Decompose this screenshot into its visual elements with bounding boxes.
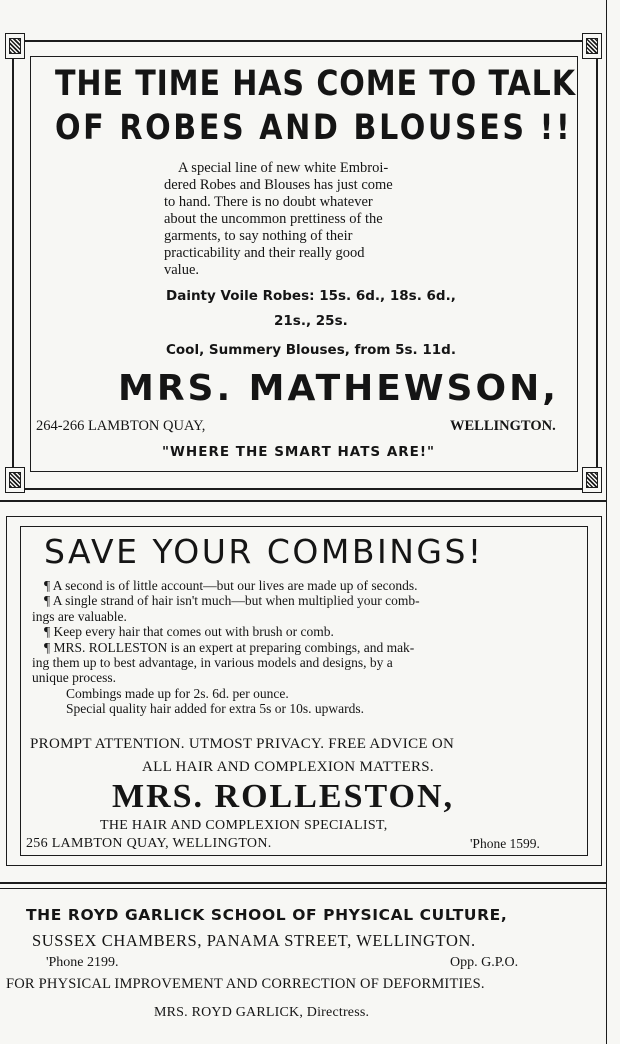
ad2-body-line: ¶ MRS. ROLLESTON is an expert at preparing combings, and mak- (44, 639, 415, 655)
ad2-body-line: ¶ A second is of little account—but our lives are made up of seconds. (44, 578, 418, 593)
ad2-body-line: unique process. (32, 670, 116, 686)
ad1-slogan: "WHERE THE SMART HATS ARE!" (162, 444, 436, 460)
divider-rule (0, 500, 606, 502)
ad1-city: WELLINGTON. (450, 418, 556, 434)
ad2-phone: 'Phone 1599. (470, 836, 540, 851)
ornament-corner-icon (5, 33, 25, 59)
ornament-corner-icon (5, 467, 25, 493)
ad1-body-line: practicability and their really good (164, 245, 365, 261)
ad3-purpose: FOR PHYSICAL IMPROVEMENT AND CORRECTION OF DEFORMITIES. (6, 976, 485, 992)
ad2-body (32, 578, 592, 717)
ad3-title: THE ROYD GARLICK SCHOOL OF PHYSICAL CULTURE, (26, 906, 508, 924)
ad2-attention-line2: ALL HAIR AND COMPLEXION MATTERS. (142, 759, 434, 775)
ornament-corner-icon (582, 33, 602, 59)
ad1-body-line: A special line of new white Embroi- (178, 160, 389, 176)
ornament-corner-icon (582, 467, 602, 493)
page-edge-line (606, 0, 607, 1044)
ad2-address: 256 LAMBTON QUAY, WELLINGTON. (26, 836, 272, 851)
ad2-body-line: ing them up to best advantage, in various models and designs, by a (32, 655, 393, 671)
ad1-body-line: value. (164, 262, 200, 278)
ad1-price-blouses: Cool, Summery Blouses, from 5s. 11d. (166, 342, 456, 358)
ad1-body-line: dered Robes and Blouses has just come (164, 177, 393, 193)
ad3-phone: 'Phone 2199. (46, 955, 119, 970)
ad3-opp: Opp. G.P.O. (450, 955, 519, 970)
ad1-body-line: garments, to say nothing of their (164, 228, 353, 244)
ad2-headline: SAVE YOUR COMBINGS! (44, 532, 484, 571)
ad2-body-line: ings are valuable. (32, 608, 127, 624)
ad2-attention-line1: PROMPT ATTENTION. UTMOST PRIVACY. FREE ADVICE ON (30, 736, 455, 752)
ad2-subtitle: THE HAIR AND COMPLEXION SPECIALIST, (100, 818, 388, 833)
divider-rule (0, 888, 606, 889)
ad2-body-line: Combings made up for 2s. 6d. per ounce. (66, 685, 289, 701)
ad2-body-line: ¶ A single strand of hair isn't much—but when multiplied your comb- (44, 593, 420, 609)
ad2-body-line: Special quality hair added for extra 5s or 10s. upwards. (66, 701, 365, 717)
ad1-body-line: about the uncommon prettiness of the (164, 211, 383, 227)
ad1-headline-line2: OF ROBES AND BLOUSES !! (55, 108, 573, 148)
ad2-merchant-name: MRS. ROLLESTON, (112, 778, 455, 815)
ad1-body-line: to hand. There is no doubt whatever (164, 194, 373, 210)
ad1-price-robes-cont: 21s., 25s. (274, 313, 348, 329)
ad1-price-robes: Dainty Voile Robes: 15s. 6d., 18s. 6d., (166, 288, 456, 304)
ad1-merchant-name: MRS. MATHEWSON, (118, 368, 559, 409)
ad1-address: 264-266 LAMBTON QUAY, (36, 418, 206, 434)
ad1-body (164, 160, 464, 279)
ad1-headline-line1: THE TIME HAS COME TO TALK (55, 64, 576, 104)
divider-rule (0, 882, 606, 884)
ad3-address: SUSSEX CHAMBERS, PANAMA STREET, WELLINGTON. (32, 931, 476, 950)
ad2-body-line: ¶ Keep every hair that comes out with brush or comb. (44, 624, 334, 640)
ad3-director: MRS. ROYD GARLICK, Directress. (154, 1005, 370, 1020)
